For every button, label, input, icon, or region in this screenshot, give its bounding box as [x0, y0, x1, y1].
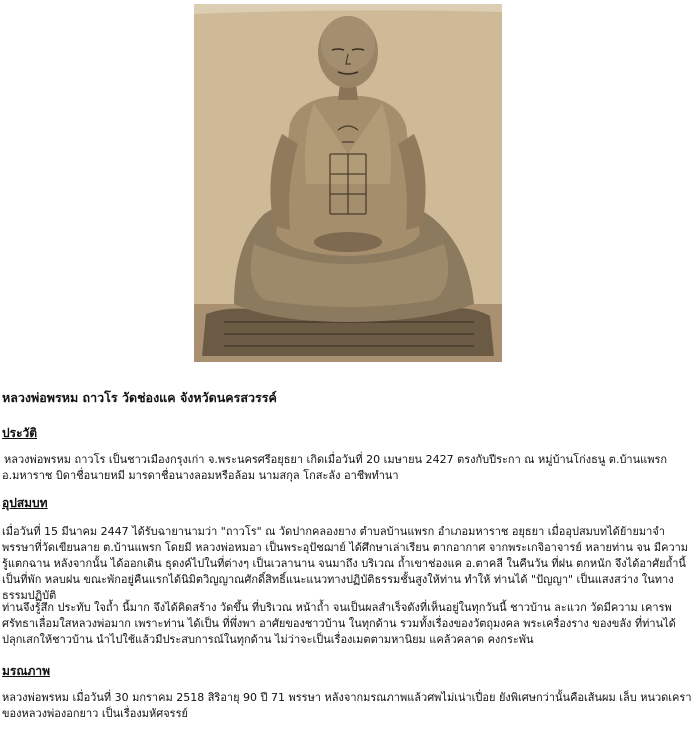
- ordination-heading: อุปสมบท: [2, 496, 48, 510]
- monk-portrait-photo: [194, 4, 502, 362]
- history-heading: ประวัติ: [2, 426, 38, 440]
- ordination-paragraph-2: ท่านจึงรู้สึก ประทับ ใจถ้ำ นี้มาก จึงได้คิดสร้าง วัดขึ้น ที่บริเวณ หน้าถ้ำ จนเป็นผลสำเร็จดังที่เห็นอยู่ในทุกวันนี้ ชาวบ้าน ละแวก วัดมีความ เคารพศรัทธาเลื่อมใสหลวงพ่อมาก เพราะท่าน ได้เป็น ที่พึ่งพา อาศัยของชาวบ้าน ในทุกด้าน รวมทั้งเรื่องของวัตถุมงคล พระเครื่องราง ของขลัง ที่ท่านได้ปลุกเสกให้ชาวบ้าน นำไปใช้แล้วมีประสบการณ์ในทุกด้าน ไม่ว่าจะเป็นเรื่องเมตตามหานิยม แคล้วคลาด คงกระพัน: [2, 601, 676, 646]
- page-title: หลวงพ่อพรหม ถาวโร วัดช่องแค จังหวัดนครสวรรค์: [2, 390, 277, 405]
- death-heading: มรณภาพ: [2, 664, 51, 678]
- ordination-paragraph: เมื่อวันที่ 15 มีนาคม 2447 ได้รับฉายานามว่า "ถาวโร" ณ วัดปากคลองยาง ตำบลบ้านแพรก อำเภอมหาราช อยุธยา เมื่ออุปสมบทได้ย้ายมาจำพรรษาที่วัดเขียนลาย ต.บ้านแพรก โดยมี หลวงพ่อหมอา เป็นพระอุปัชฌาย์ ได้ศึกษาเล่าเรียน ตากอากาศ จากพระเกจิอาจารย์ หลายท่าน จน มีความ รู้แตกฉาน หลังจากนั้น ได้ออกเดิน ธุดงค์ไปในที่ต่างๆ เป็นเวลานาน จนมาถึง บริเวณ ถ้ำเขาช่องแค อ.ตาคลี ในคืนวัน ที่ฝน ตกหนัก จึงได้อาศัยถ้ำนี้ เป็นที่พัก หลบฝน ขณะพักอยู่คืนแรกได้นิมิตวิญญาณศักดิ์สิทธิ์แนะแนวทางปฏิบัติธรรมชั้นสูงให้ท่าน ทำให้ ท่านได้ "ปัญญา" เป็นแสงสว่าง ในทางธรรมปฏิบัติ: [2, 525, 689, 602]
- portrait-image: [194, 4, 502, 362]
- death-paragraph: หลวงพ่อพรหม เมื่อวันที่ 30 มกราคม 2518 สิริอายุ 90 ปี 71 พรรษา หลังจากมรณภาพแล้วศพไม่เน่าเปื่อย ยังพิเศษกว่านั้นคือเส้นผม เล็บ หนวดเคราของหลวงพ่องอกยาว เป็นเรื่องมหัศจรรย์: [2, 691, 692, 720]
- history-paragraph: หลวงพ่อพรหม ถาวโร เป็นชาวเมืองกรุงเก่า จ.พระนครศรีอยุธยา เกิดเมื่อวันที่ 20 เมษายน 2427 ตรงกับปีระกา ณ หมู่บ้านโก่งธนู ต.บ้านแพรก อ.มหาราช บิดาชื่อนายหมี มารดาชื่อนางลอมหรือล้อม นามสกุล โกสะลัง อาชีพทำนา: [2, 453, 668, 482]
